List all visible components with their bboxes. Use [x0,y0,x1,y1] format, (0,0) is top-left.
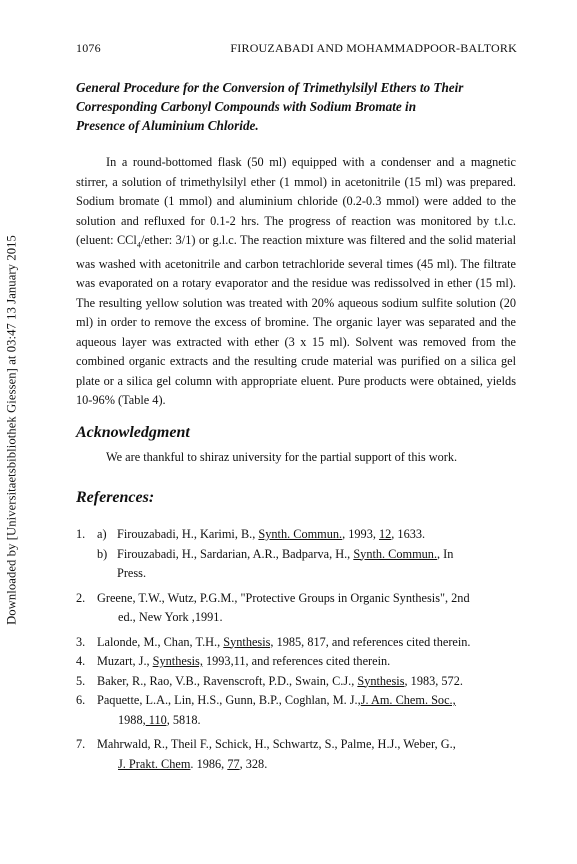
reference-text: , 328. [239,756,268,771]
journal-link: Synthesis, [152,654,203,668]
reference-6 [76,691,521,730]
acknowledgment-text: We are thankful to shiraz university for the partial support of this work. [106,450,458,464]
procedure-text-cont: /ether: 3/1) or g.l.c. The reaction mixture was filtered and the solid material was washed with acetonitrile and carbon tetrachloride several times (45 ml). The filtrate was evaporated on a rotary evaporator and the residue was redissolved in ether (15 ml). The resulting yellow solution was treated with 20% aqueous sodium sulfite solution (20 ml) in order to remove the excess of bromine. The organic layer was separated and the aqueous layer was extracted with ether (3 x 15 ml). Solvent was removed from the combined organic extracts and the resulting crude material was purified on a silica gel plate or a silica gel column with appropriate eluent. Pure products were obtained, yields 10-96% (Table 4). [76,233,516,408]
reference-1a [97,525,521,545]
reference-year: 1988, [118,712,146,727]
reference-continuation: Press. [117,566,147,580]
reference-continuation: ed., New York ,1991. [118,610,223,624]
procedure-text: In a round-bottomed flask (50 ml) equipped with a condenser and a magnetic stirrer, a solution of trimethylsilyl ether (1 mmol) in acetonitrile (15 ml) was prepared. Sodium bromate (1 mmol) and aluminium chloride (0.2-0.3 mmol) were added to the solution and refluxed for 0.1-2 hrs. The progress of reaction was monitored by t.l.c. (eluent: CCl [76,155,516,247]
reference-4 [76,652,521,672]
sub-label: a) [97,527,107,541]
reference-authors: Mahrwald, R., Theil F., Schick, H., Schwartz, S., Palme, H.J., Weber, G., [97,737,456,751]
running-head: FIROUZABADI AND MOHAMMADPOOR-BALTORK [230,41,517,55]
reference-number: 4. [76,654,86,668]
journal-link: Synthesis [357,673,405,688]
acknowledgment-heading: Acknowledgment [76,424,190,441]
reference-1 [76,525,521,584]
page-header [76,39,517,57]
reference-number: 1. [76,527,86,541]
section-title [76,78,516,135]
journal-link: Synthesis, [223,634,274,649]
reference-authors: Lalonde, M., Chan, T.H., [97,634,224,649]
procedure-paragraph [76,153,516,411]
reference-2 [76,589,521,628]
journal-link: Synth. Commun. [353,546,438,561]
reference-5 [76,672,521,692]
reference-authors: Paquette, L.A., Lin, H.S., Gunn, B.P., Coghlan, M. J., [97,693,361,707]
reference-authors: Muzart, J., [97,654,153,668]
subscript-4: 4 [136,240,141,250]
reference-number: 5. [76,673,86,688]
reference-text: Greene, T.W., Wutz, P.G.M., "Protective Groups in Organic Synthesis", 2nd [97,590,470,605]
reference-text: 5818. [169,712,201,727]
reference-text: , In [437,546,454,561]
reference-text: 1993,11, and references cited therein. [202,654,391,668]
reference-7 [76,735,521,774]
reference-authors: Firouzabadi, H., Karimi, B., [117,527,259,541]
page-number: 1076 [76,41,101,55]
reference-number: 6. [76,693,86,707]
journal-link: J. Am. Chem. Soc., [360,693,456,707]
volume: 77 [227,756,240,771]
volume: 110, [145,712,170,727]
section-title-line: Corresponding Carbonyl Compounds with Sodium Bromate in [76,99,417,114]
reference-3 [76,633,521,653]
reference-authors: Firouzabadi, H., Sardarian, A.R., Badparva, H., [117,546,354,561]
reference-text: , 1983, 572. [404,673,463,688]
reference-text: , 1993, [342,527,379,541]
journal-link: Synth. Commun. [258,527,343,541]
section-title-line: General Procedure for the Conversion of Trimethylsilyl Ethers to Their [76,80,464,95]
section-title-line: Presence of Aluminium Chloride. [76,118,259,133]
reference-number: 7. [76,737,86,751]
reference-number: 3. [76,634,86,649]
volume: 12 [378,527,392,541]
reference-text: 1985, 817, and references cited therein. [273,634,471,649]
reference-text: . 1986, [190,756,228,771]
reference-authors: Baker, R., Rao, V.B., Ravenscroft, P.D., Swain, C.J., [97,673,358,688]
journal-link: J. Prakt. Chem [118,756,191,771]
reference-text: , 1633. [391,527,426,541]
reference-number: 2. [76,590,86,605]
reference-1b [97,545,521,584]
download-sidebar [0,0,24,864]
references-heading: References: [76,489,155,506]
download-notice: Downloaded by [Universitaetsbibliothek Giessen] at 03:47 13 January 2015 [4,235,19,625]
sub-label: b) [97,546,108,561]
reference-list [76,525,521,774]
